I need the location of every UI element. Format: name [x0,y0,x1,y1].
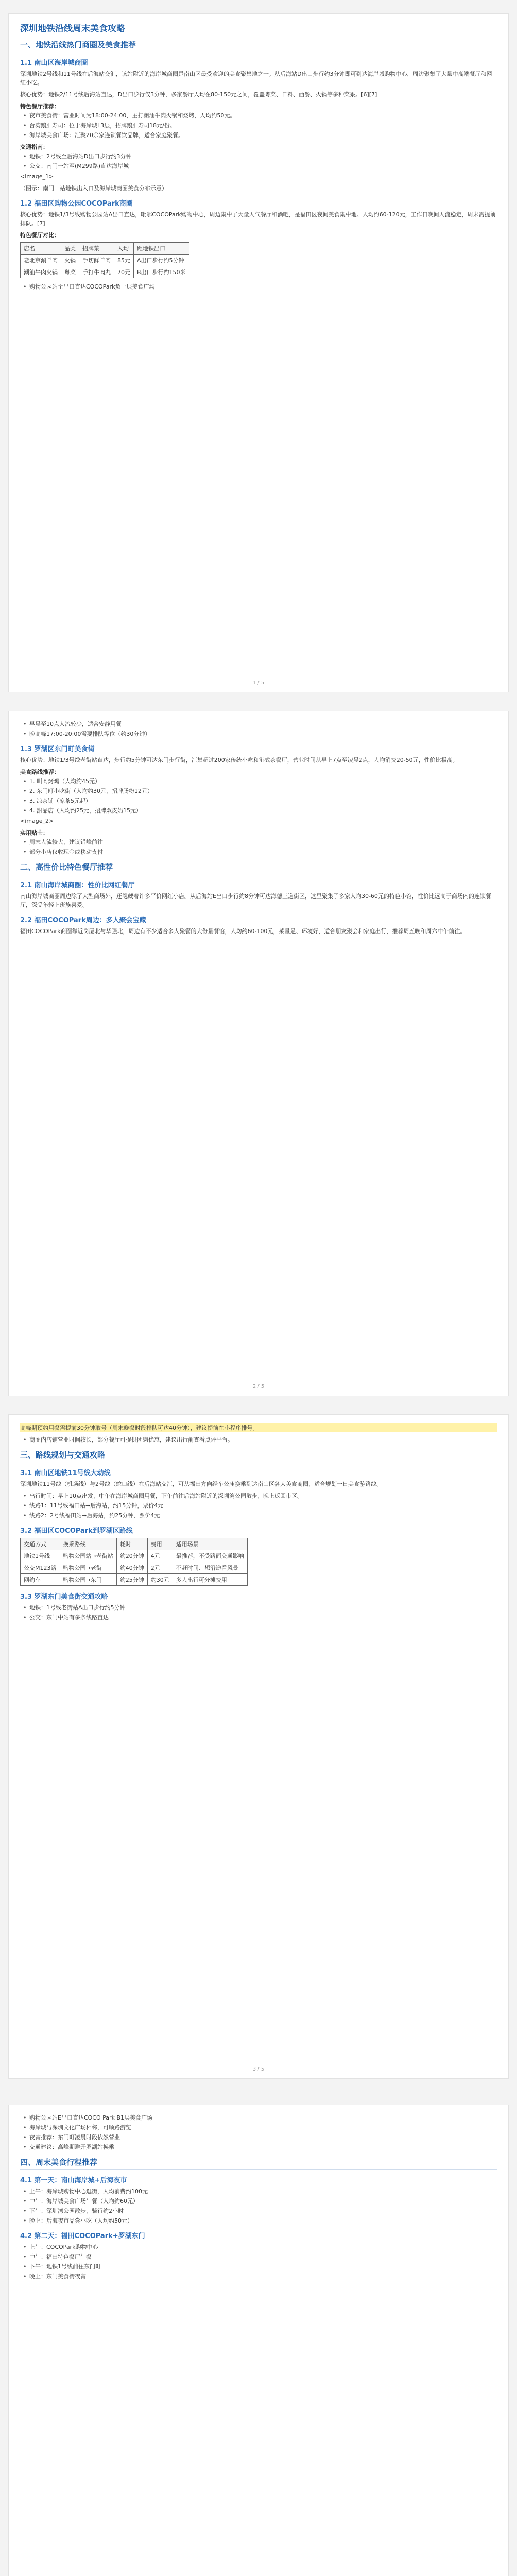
list-item: • 购物公园站E出口直达COCO Park B1层美食广场 [29,2113,497,2122]
table-header: 耗时 [116,1538,147,1550]
image-placeholder: <image_1> [20,173,54,180]
paragraph: 核心优势：地铁1/3号线购物公园站A出口直达，毗邻COCOPark购物中心，周边集中了大量人气餐厅和酒吧，是福田区夜间美食集中地。人均约60-120元，工作日晚间人流稳定，周末需提前排队。[7] [20,211,496,227]
subsection-heading: 1.1 南山区海岸城商圈 [20,59,88,67]
table-header: 招牌菜 [79,243,114,255]
list-item: • 海岸城与深圳文化广场相邻，可顺路游览 [29,2123,497,2132]
subsection-heading: 2.1 南山海岸城商圈：性价比网红餐厅 [20,882,135,889]
table-cell: 老北京涮羊肉 [21,255,61,266]
section-heading: 四、周末美食行程推荐 [20,2157,497,2170]
document-page-4 [8,2105,509,2576]
page-number: 1 / 5 [252,680,265,686]
subsection-heading: 4.2 第二天：福田COCOPark+罗湖东门 [20,2232,145,2240]
list-item: • 出行时间：早上10点出发，中午在海岸城商圈用餐，下午前往后海站附近的深圳湾公园散步，晚上返回市区。 [29,1492,497,1500]
table-cell: 最推荐，不受路面交通影响 [173,1550,247,1562]
table-cell: 购物公园→老街 [60,1562,116,1574]
list-item: • 线路2：2号线福田站→后海站，约25分钟，票价4元 [29,1511,497,1520]
table-cell: 约40分钟 [116,1562,147,1574]
paragraph: 福田COCOPark商圈靠近岗厦北与华强北，周边有不少适合多人聚餐的大份量餐馆，人均约60-100元，菜量足、环境好，适合朋友聚会和家庭出行，推荐周五晚和周六中午前往。 [20,928,466,935]
table-cell: 潮汕牛肉火锅 [21,266,61,278]
list-item: • 下午：深圳湾公园散步，骑行约2小时 [29,2207,497,2215]
table-cell: A出口步行约5分钟 [134,255,189,266]
list-item: • 3. 凉茶铺（凉茶5元起） [29,796,497,805]
table-cell: 85元 [114,255,134,266]
list-item: • 交通建议：高峰期避开罗湖站换乘 [29,2143,497,2151]
document-title: 深圳地铁沿线周末美食攻略 [20,24,125,34]
list-item: • 海岸城美食广场：汇聚20余家连锁餐饮品牌，适合家庭聚餐。 [29,131,497,140]
restaurant-table [20,242,189,278]
table-header: 距地铁出口 [134,243,189,255]
paragraph: 深圳地铁11号线（机场线）与2号线（蛇口线）在后海站交汇，可从福田方向经车公庙换乘到达南山区各大美食商圈，适合规划一日美食游路线。 [20,1481,382,1487]
list-item: • 地铁：1号线老街站A出口步行约5分钟 [29,1603,497,1612]
list-item: • 上午：海岸城购物中心逛街，人均消费约100元 [29,2187,497,2196]
paragraph: 核心优势：地铁2/11号线后海站直达，D出口步行仅3分钟，多家餐厅人均在80-150元之间，覆盖粤菜、日料、西餐、火锅等多种菜系。[6][7] [20,91,377,98]
list-item: • 中午：福田特色餐厅午餐 [29,2252,497,2261]
table-cell: 购物公园→东门 [60,1574,116,1586]
table-header: 交通方式 [21,1538,60,1550]
table-cell: 购物公园站→老街站 [60,1550,116,1562]
document-page-3 [8,1414,509,2079]
list-item: • 1. 叫肉烤鸡（人均约45元） [29,777,497,786]
table-cell: 70元 [114,266,134,278]
table-header: 店名 [21,243,61,255]
subsection-heading: 4.1 第一天：南山海岸城+后海夜市 [20,2177,127,2184]
section-heading: 一、地铁沿线热门商圈及美食推荐 [20,39,497,52]
list-item: • 晚上：后海夜市品尝小吃（人均约50元） [29,2216,497,2225]
list-item: • 部分小店仅收现金或移动支付 [29,848,497,856]
table-header: 人均 [114,243,134,255]
subsection-heading: 3.3 罗湖东门美食街交通攻略 [20,1593,108,1601]
list-item: • 4. 甜品店（人均约25元，招牌双皮奶15元） [29,806,497,815]
table-cell: B出口步行约150米 [134,266,189,278]
list-item: • 周末人流较大，建议错峰前往 [29,838,497,846]
label: 特色餐厅对比： [20,232,60,239]
list-item: • 夜市美食街：营业时间为18:00-24:00，主打潮汕牛肉火锅和烧烤，人均约50元。 [29,111,497,120]
table-cell: 手切鲜羊肉 [79,255,114,266]
paragraph: 深圳地铁2号线和11号线在后海站交汇，该站附近的海岸城商圈是南山区最受欢迎的美食聚集地之一。从后海站D出口步行约3分钟即可到达海岸城购物中心，周边聚集了大量中高端餐厅和网红小吃。 [20,71,492,86]
subsection-heading: 1.2 福田区购物公园COCOPark商圈 [20,200,133,208]
section-heading: 三、路线规划与交通攻略 [20,1449,497,1462]
table-cell: 约25分钟 [116,1574,147,1586]
table-header: 费用 [147,1538,173,1550]
list-item: • 公交：东门中站有多条线路直达 [29,1613,497,1622]
table-cell: 网约车 [21,1574,60,1586]
subsection-heading: 1.3 罗湖区东门町美食街 [20,745,95,753]
document-page-2 [8,711,509,1396]
table-cell: 4元 [147,1550,173,1562]
table-row [21,255,189,266]
list-item: • 2. 东门町小吃街（人均约30元，招牌肠粉12元） [29,787,497,795]
caption: （图示：南门一站地铁出入口及海岸城商圈美食分布示意） [20,185,167,192]
list-item: • 上午：COCOPark购物中心 [29,2243,497,2251]
list-item: • 夜宵推荐：东门町凌晨时段依然营业 [29,2133,497,2142]
table-row [21,1562,248,1574]
subsection-heading: 3.1 南山区地铁11号线大动线 [20,1469,111,1477]
table-cell: 地铁1号线 [21,1550,60,1562]
table-cell: 不赶时间、想沿途看风景 [173,1562,247,1574]
list-item: • 公交：南门一站至(M299路)直达海岸城 [29,162,497,171]
label: 实用贴士： [20,829,48,836]
table-cell: 2元 [147,1562,173,1574]
list-item: • 商圈内店铺营业时间较长，部分餐厅可提供团购优惠，建议出行前查看点评平台。 [29,1435,497,1444]
page-number: 2 / 5 [252,1384,265,1389]
table-row [21,1574,248,1586]
list-item: • 线路1：11号线福田站→后海站，约15分钟，票价4元 [29,1501,497,1510]
table-header: 适用场景 [173,1538,247,1550]
table-row [21,266,189,278]
list-item: • 地铁：2号线至后海站D出口步行约3分钟 [29,152,497,161]
list-item: • 下午：地铁1号线前往东门町 [29,2262,497,2271]
highlighted-paragraph: 高峰期预约用餐需提前30分钟取号（周末晚餐时段排队可达40分钟），建议提前在小程序排号。 [20,1423,497,1432]
image-placeholder: <image_2> [20,818,54,824]
list-item: • 晚上：东门美食街夜宵 [29,2272,497,2281]
subsection-heading: 2.2 福田COCOPark周边：多人聚会宝藏 [20,917,146,924]
table-header: 品类 [61,243,79,255]
section-heading: 二、高性价比特色餐厅推荐 [20,861,497,874]
label: 交通指南： [20,144,48,150]
table-header: 换乘路线 [60,1538,116,1550]
table-cell: 多人出行可分摊费用 [173,1574,247,1586]
subsection-heading: 3.2 福田区COCOPark到罗湖区路线 [20,1527,133,1535]
table-cell: 约20分钟 [116,1550,147,1562]
table-row [21,1550,248,1562]
page-number: 3 / 5 [252,2066,265,2072]
table-cell: 手打牛肉丸 [79,266,114,278]
table-cell: 火锅 [61,255,79,266]
paragraph: 核心优势：地铁1/3号线老街站直达，步行约5分钟可达东门步行街，汇集超过200家传统小吃和港式茶餐厅，营业时间从早上7点至凌晨2点，人均消费20-50元，性价比极高。 [20,757,458,764]
table-cell: 约30元 [147,1574,173,1586]
list-item: • 购物公园站至出口直达COCOPark负一层美食广场 [29,282,497,291]
list-item: • 中午：海岸城美食广场午餐（人均约60元） [29,2197,497,2206]
list-item: • 早晨至10点人流较少，适合安静用餐 [29,720,497,728]
label: 特色餐厅推荐： [20,103,60,110]
route-table [20,1538,248,1586]
table-cell: 粤菜 [61,266,79,278]
label: 美食路线推荐： [20,769,60,775]
paragraph: 南山海岸城商圈周边除了大型商场外，还隐藏着许多平价网红小店。从后海站E出口步行约8分钟可达海德三道街区，这里聚集了多家人均30-60元的特色小馆，性价比远高于商场内的连锁餐厅，深受年轻上班族喜爱。 [20,893,491,908]
document-page-1 [8,13,509,692]
list-item: • 台湾鹅肝寿司：位于海岸城L3层，招牌鹅肝寿司18元/份。 [29,121,497,130]
table-cell: 公交M123路 [21,1562,60,1574]
list-item: • 晚高峰17:00-20:00需要排队等位（约30分钟） [29,730,497,738]
